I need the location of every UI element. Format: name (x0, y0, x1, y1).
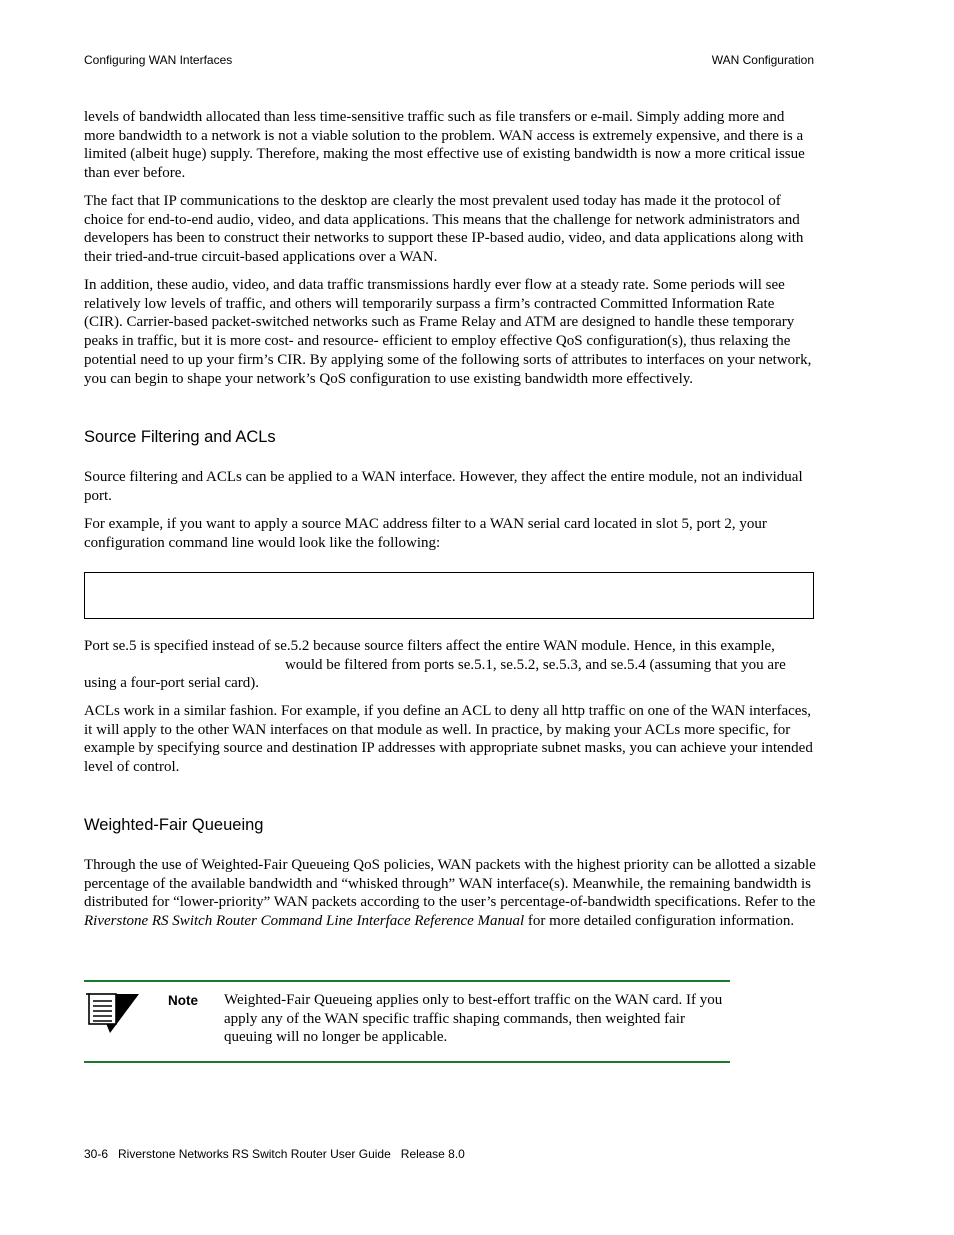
note-label: Note (168, 993, 198, 1008)
command-example-box (84, 572, 814, 619)
running-header-section: WAN Configuration (711, 53, 814, 67)
paragraph-wfq (84, 856, 816, 931)
paragraph-ip-communications: The fact that IP communications to the desktop are clearly the most prevalent used today has made it the protocol of choice for end-to-end audio, video, and data applications. This means that the challenge for network administrators and developers has been to construct their networks to support these IP-based audio, video, and data applications along with their tried-and-true circuit-based applications over a WAN. (84, 193, 804, 266)
wfq-text-start: Through the use of Weighted-Fair Queueing QoS policies, WAN packets with the highest priority can be allotted a sizable percentage of the available bandwidth and “whisked through” WAN interface(s). Meanwhile, the remaining bandwidth is distributed for “lower-priority” WAN packets according to the user’s percentage-of-bandwidth specifications. Refer to the (84, 857, 816, 911)
page-footer: 30-6 Riverstone Networks RS Switch Router User Guide Release 8.0 (84, 1147, 465, 1161)
port-spec-line-1: Port se.5 is specified instead of se.5.2 because source filters affect the entire WAN module. Hence, in this example, (84, 638, 775, 654)
paragraph-example: For example, if you want to apply a source MAC address filter to a WAN serial card located in slot 5, port 2, your configuration command line would look like the following: (84, 516, 767, 551)
heading-source-filtering: Source Filtering and ACLs (84, 428, 276, 446)
port-spec-line-2: would be filtered from ports se.5.1, se.5.2, se.5.3, and se.5.4 (assuming that you are using a four-port serial card). (84, 656, 786, 692)
wfq-text-end: for more detailed configuration information. (524, 913, 795, 930)
paragraph-traffic-transmissions: In addition, these audio, video, and data traffic transmissions hardly ever flow at a steady rate. Some periods will see relatively low levels of traffic, and others will temporarily surpass a firm’s contracted Committed Information Rate (CIR). Carrier-based packet-switched networks such as Frame Relay and ATM are designed to handle these temporary peaks in traffic, but it is more cost- and resource- efficient to employ effective QoS configuration(s), thus relaxing the potential need to up your firm’s CIR. By applying some of the following sorts of attributes to interfaces on your network, you can begin to shape your network’s QoS configuration to use existing bandwidth more effectively. (84, 277, 812, 387)
paragraph-source-filtering: Source filtering and ACLs can be applied to a WAN interface. However, they affect the entire module, not an individual port. (84, 469, 803, 504)
heading-weighted-fair-queueing: Weighted-Fair Queueing (84, 816, 264, 834)
note-icon (86, 992, 140, 1034)
note-text: Weighted-Fair Queueing applies only to best-effort traffic on the WAN card. If you apply any of the WAN specific traffic shaping commands, then weighted fair queuing will no longer be applicable. (224, 992, 723, 1046)
running-header-chapter: Configuring WAN Interfaces (84, 53, 233, 67)
paragraph-port-specification (84, 637, 816, 693)
reference-manual-title: Riverstone RS Switch Router Command Line Interface Reference Manual (84, 913, 525, 930)
note-top-rule (84, 980, 730, 982)
note-bottom-rule (84, 1061, 730, 1063)
paragraph-acls: ACLs work in a similar fashion. For example, if you define an ACL to deny all http traffic on one of the WAN interfaces, it will apply to the other WAN interfaces on that module as well. In practice, by making your ACLs more specific, for example by specifying source and destination IP addresses with appropriate subnet masks, you can achieve your intended level of control. (84, 703, 813, 776)
paragraph-bandwidth: levels of bandwidth allocated than less time-sensitive traffic such as file transfers or e-mail. Simply adding more and more bandwidth to a network is not a viable solution to the problem. WAN access is extremely expensive, and there is a limited (albeit huge) supply. Therefore, making the most effective use of existing bandwidth is now a more critical issue than ever before. (84, 109, 805, 182)
